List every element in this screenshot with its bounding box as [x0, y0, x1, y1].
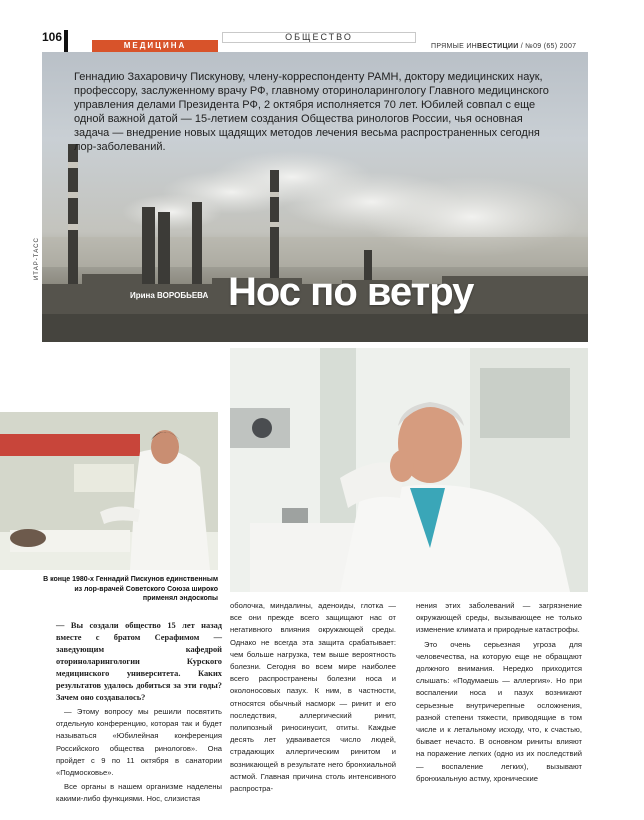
paragraph: Все органы в нашем организме наделены какими-либо функциями. Нос, слизистая [56, 782, 222, 804]
paragraph: оболочка, миндалины, аденоиды, глотка — все они прежде всего защищают нас от негативного влияния окружающей среды. Однако не всегда эта защита срабатывает: чем больше нагрузка, тем выше вероятность болезни. Сегодня во всем мире наиболее всего распространены болезни носа и околоносовых пазух. К ним, в частности, относятся обычный насморк — ринит и его последствия, аллергический ринит, полипозный риносинусит, отиты. Каждые десять лет удваивается число людей, страдающих аллергическим ринитом и возникающей в результате него бронхиальной астмой. Главная причина столь интенсивного распростра- [230, 601, 396, 794]
paragraph: нения этих заболеваний — загрязнение окружающей среды, вызывающее не только изменение климата и природные катастрофы. [416, 601, 582, 635]
rubric-tab: МЕДИЦИНА [92, 40, 218, 52]
article-headline: Нос по ветру [228, 270, 474, 314]
page-number-bar [64, 30, 68, 54]
paragraph: — Этому вопросу мы решили посвятить отдельную конференцию, которая так и будет называться «Юбилейная конференция Российского общества ринологов». Она пройдет с 9 по 11 октября в санатории «Подмосковье». [56, 707, 222, 778]
article-lede: Геннадию Захаровичу Пискунову, члену-корреспонденту РАМН, доктору медицинских наук, профессору, заслуженному врачу РФ, главному оториноларингологу Главного медицинского управления делами Президента РФ, 2 октября исполняется 70 лет. Юбилей совпал с еще одной важной датой — 15-летием создания Общества ринологов России, чья основная задача — внедрение новых щадящих методов лечения весьма распространенных сегодня лор-заболеваний. [74, 71, 549, 153]
paragraph: Это очень серьезная угроза для человечества, на которую еще не обращают должного внимания. Нередко приходится слышать: «Подумаешь — аллергия». Но при воспалении носа и пазух возникают серьезные внутричерепные осложнения, разной степени тяжести, приводящие в том числе и к летальному исходу, что, к счастью, бывает нечасто. В основном риниты влияют на поражение легких (одно из их последствий — воспаление легких), вызывают бронхиальную астму, хронические [416, 639, 582, 783]
portrait-photo [230, 348, 588, 592]
text-column-1 [56, 620, 222, 808]
photo-credit: ИТАР-ТАСС [34, 237, 40, 280]
hero-photo [42, 52, 588, 342]
interview-question: — Вы создали общество 15 лет назад вместе с братом Серафимом — заведующим кафедрой оториноларингологии Курского медицинского университета. Каких результатов удалось добиться за эти годы? Зачем оно создавалось? [56, 621, 222, 702]
photo-caption: В конце 1980-х Геннадий Пискунов единственным из лор-врачей Советского Союза широко применял эндоскопы [43, 576, 218, 602]
section-tab: ОБЩЕСТВО [222, 32, 416, 43]
magazine-name-prefix: ПРЯМЫЕ ИН [431, 43, 478, 50]
examination-illustration [0, 412, 218, 570]
text-column-3 [416, 600, 582, 787]
doctor-portrait-illustration [230, 348, 588, 592]
magazine-name-bold: ВЕСТИЦИИ [477, 43, 519, 50]
page-number: 106 [42, 30, 63, 44]
text-column-2 [230, 600, 396, 797]
magazine-issue-info [431, 43, 576, 50]
examination-photo [0, 412, 218, 570]
author-name: Ирина ВОРОБЬЕВА [130, 291, 209, 300]
issue-number: / №09 (65) 2007 [518, 43, 577, 50]
